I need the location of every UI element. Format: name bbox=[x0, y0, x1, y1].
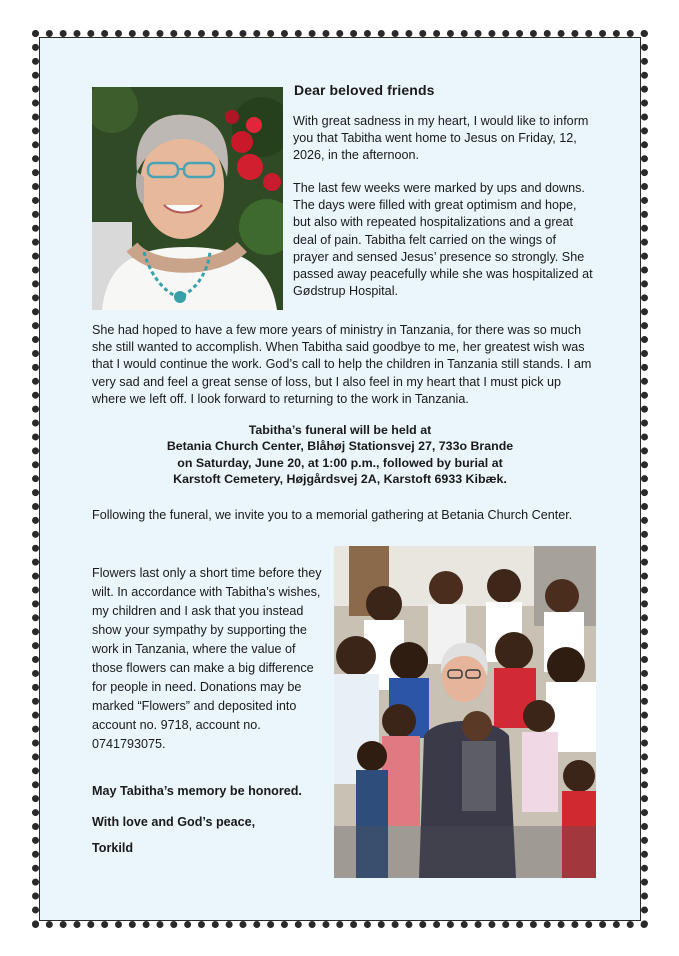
funeral-line: Betania Church Center, Blåhøj Stationsvej 27, 733o Brande bbox=[166, 439, 514, 454]
funeral-line: Tabitha’s funeral will be held at bbox=[248, 423, 432, 437]
farewell-line: With love and God’s peace, bbox=[92, 815, 256, 829]
greeting-heading: Dear beloved friends bbox=[294, 82, 435, 98]
funeral-line: Karstoft Cemetery, Højgårdsvej 2A, Karstoft 6933 Kibæk. bbox=[173, 472, 507, 487]
announcement-paragraph: With great sadness in my heart, I would like to inform you that Tabitha went home to Jesus on Friday, 12, 2026, in the afternoon. bbox=[293, 114, 589, 163]
ministry-paragraph: She had hoped to have a few more years of ministry in Tanzania, for there was so much she still wanted to accomplish. When Tabitha said goodbye to me, her greatest wish was that I would continue the work. God’s call to help the children in Tanzania still stands. I am very sad and feel a great sense of loss, but I also feel in my heart that I must pick up where we left off. I look forward to returning to the work in Tanzania. bbox=[92, 323, 592, 406]
tabitha-portrait-photo bbox=[92, 87, 283, 310]
children-group-photo bbox=[334, 546, 596, 878]
last-weeks-paragraph: The last few weeks were marked by ups and downs. The days were filled with great optimism and hope, but also with repeated hospitalizations and a great deal of pain. Tabitha felt carried on the wings of prayer and sensed Jesus’ presence so strongly. She passed away peacefully while she was hospitalized at Gødstrup Hospital. bbox=[293, 181, 593, 299]
funeral-details bbox=[92, 422, 588, 488]
flowers-donation-paragraph: Flowers last only a short time before they wilt. In accordance with Tabitha’s wishes, my children and I ask that you instead show your sympathy by supporting the work in Tanzania, where the value of those flowers can make a big difference for people in need. Donations may be marked “Flowers” and deposited into account no. 9718, account no. 0741793075. bbox=[92, 566, 322, 751]
funeral-line: on Saturday, June 20, at 1:00 p.m., followed by burial at bbox=[177, 455, 503, 470]
memory-honored-line: May Tabitha’s memory be honored. bbox=[92, 784, 302, 798]
memorial-gathering-paragraph: Following the funeral, we invite you to a memorial gathering at Betania Church Center. bbox=[92, 508, 573, 522]
signature-name: Torkild bbox=[92, 841, 134, 855]
